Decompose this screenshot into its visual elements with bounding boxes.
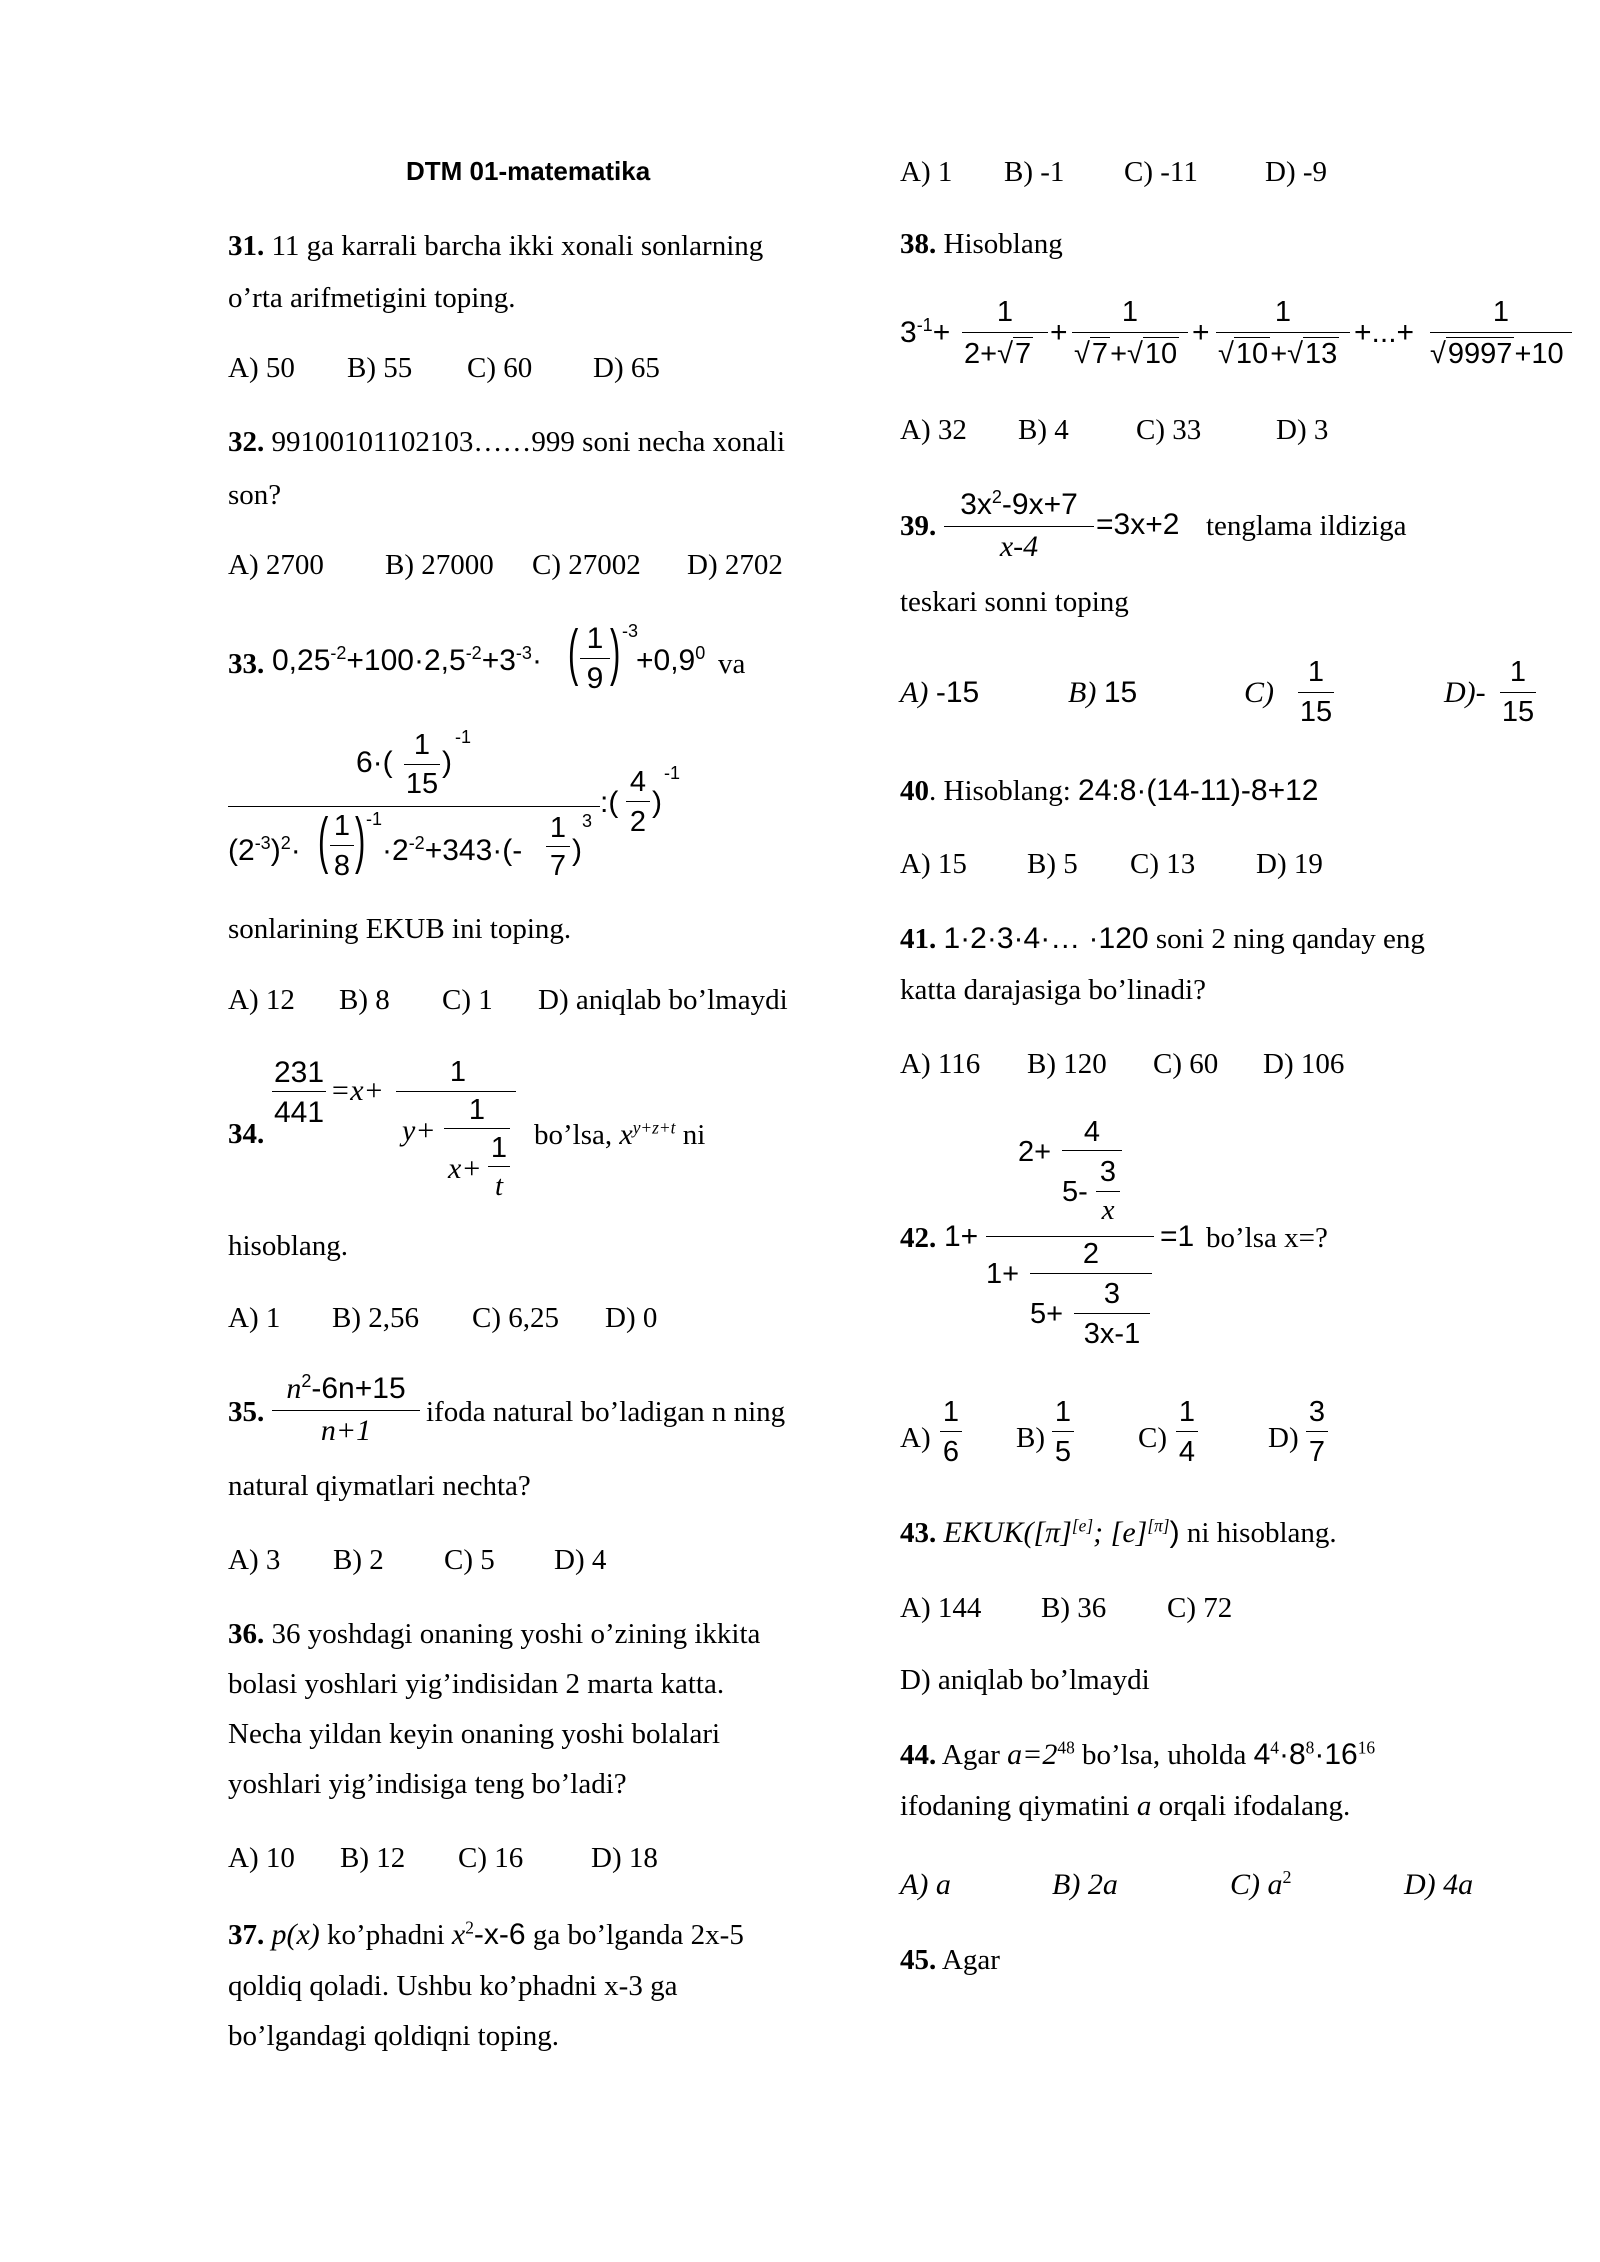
- fraction-denominator: 9: [586, 662, 604, 695]
- option-d[interactable]: D) 3: [1276, 414, 1329, 446]
- question-41-options: [900, 1050, 1344, 1079]
- question-number: 40: [900, 775, 929, 807]
- fraction-numerator: 4: [1083, 1116, 1101, 1148]
- question-37: 37. p(x) ko’phadni $x^2-x-6$ ga bo’lganda 2x-5: [228, 1917, 744, 1951]
- question-42-text: bo’lsa x=?: [1206, 1222, 1328, 1254]
- option-a[interactable]: A) -15: [900, 676, 980, 709]
- fraction-denominator: 15: [1501, 696, 1535, 728]
- question-31-options: [228, 354, 660, 383]
- option-c[interactable]: C) 72: [1167, 1592, 1233, 1624]
- fraction-numerator: 1: [942, 1396, 960, 1428]
- option-b[interactable]: B) 2: [333, 1544, 384, 1576]
- question-39-number: 39.: [900, 510, 937, 542]
- question-42-number: 42.: [900, 1222, 937, 1254]
- exponent: -1: [366, 809, 383, 829]
- fraction-numerator: 2: [1082, 1238, 1100, 1270]
- exponent: -1: [455, 727, 472, 747]
- question-36-line3: Necha yildan keyin onaning yoshi bolalari: [228, 1718, 721, 1750]
- fraction-denominator: x-4: [999, 530, 1039, 563]
- question-44: 44. Agar $a=2^{48}$ bo’lsa, uholda $4^4\cdot 8^8\cdot 16^{16}$: [900, 1737, 1376, 1771]
- five-minus: 5-: [1062, 1176, 1088, 1208]
- option-a[interactable]: A) 15: [900, 848, 967, 880]
- option-c[interactable]: C) 60: [1153, 1048, 1219, 1080]
- option-a[interactable]: A) 1: [900, 156, 953, 188]
- fraction-denominator: √9997+10: [1430, 338, 1564, 370]
- main-fraction-bar: [986, 1236, 1154, 1237]
- question-text: 99100101102103……999 soni necha xonali: [264, 426, 786, 458]
- option-d[interactable]: D): [1268, 1422, 1299, 1454]
- option-a[interactable]: A) 1: [228, 1302, 281, 1334]
- question-33-va: va: [718, 648, 746, 680]
- question-34-options: [228, 1304, 657, 1333]
- fraction-denominator: x: [1101, 1194, 1115, 1226]
- exponent: -1: [664, 763, 681, 783]
- option-a[interactable]: A): [900, 1422, 931, 1454]
- question-35-line2: natural qiymatlari nechta?: [228, 1470, 531, 1502]
- fraction-bar: [396, 1091, 516, 1092]
- paren-right: ): [355, 806, 366, 875]
- term-3: $3^{-1}+$: [900, 315, 951, 349]
- fraction-bar: [626, 801, 650, 802]
- fraction-denominator: t: [494, 1170, 504, 1202]
- big-denominator: $(2^{-3})^2\cdot$: [228, 833, 301, 867]
- big-numerator-close: ): [442, 746, 452, 779]
- option-c[interactable]: C) 5: [444, 1544, 495, 1576]
- option-a[interactable]: A) a: [900, 1868, 951, 1901]
- option-d[interactable]: D)-: [1444, 676, 1486, 709]
- fraction-bar: [944, 526, 1094, 527]
- fraction-denominator: 6: [942, 1436, 960, 1468]
- option-b[interactable]: B) 120: [1027, 1048, 1107, 1080]
- option-a[interactable]: A) 144: [900, 1592, 982, 1624]
- option-a[interactable]: A) 2700: [228, 549, 324, 581]
- question-36-line4: yoshlari yig’indisiga teng bo’ladi?: [228, 1768, 627, 1800]
- fraction-denominator: 2+√7: [964, 338, 1032, 370]
- question-35-options: [228, 1546, 606, 1575]
- big-denominator-b: $\cdot 2^{-2}+343\cdot(-$: [382, 833, 523, 867]
- fraction-bar: [1500, 692, 1536, 693]
- option-c[interactable]: C) 60: [467, 352, 533, 384]
- fraction-numerator: 3: [1103, 1278, 1121, 1310]
- fraction-numerator: 4: [629, 766, 647, 798]
- plus: +: [1050, 316, 1068, 349]
- fraction-bar: [962, 332, 1048, 333]
- question-34-line2: hisoblang.: [228, 1230, 349, 1262]
- option-c[interactable]: C) 6,25: [472, 1302, 559, 1334]
- question-number: 31.: [228, 230, 265, 262]
- question-41-line2: katta darajasiga bo’linadi?: [900, 974, 1206, 1006]
- question-text: 11 ga karrali barcha ikki xonali sonlarning: [264, 230, 764, 262]
- fraction-bar: [488, 1166, 510, 1167]
- fraction-numerator: 1: [1307, 656, 1325, 688]
- fraction-bar: [1216, 332, 1350, 333]
- fraction-numerator: $n^2-6n+15$: [286, 1371, 406, 1405]
- option-b[interactable]: B) 36: [1041, 1592, 1107, 1624]
- option-b[interactable]: B) 2a: [1052, 1868, 1118, 1901]
- fraction-numerator: 1: [1178, 1396, 1196, 1428]
- equation-rhs: =3x+2: [1096, 508, 1180, 541]
- fraction-numerator: 1: [996, 296, 1014, 328]
- option-a[interactable]: A) 10: [228, 1842, 295, 1874]
- question-36-line2: bolasi yoshlari yig’indisidan 2 marta katta.: [228, 1668, 725, 1700]
- option-d[interactable]: D) 19: [1256, 848, 1323, 880]
- question-41: 41. 1·2·3·4·… ·120 soni 2 ning qanday eng: [900, 922, 1425, 955]
- one-plus: 1+: [986, 1258, 1020, 1290]
- question-36: [228, 1620, 760, 1649]
- fraction-numerator: 1: [449, 1056, 467, 1088]
- y-plus: y+: [402, 1114, 436, 1147]
- fraction-bar: [546, 846, 570, 847]
- question-44-line2: ifodaning qiymatini a orqali ifodalang.: [900, 1790, 1351, 1822]
- division-sign: :(: [600, 786, 619, 819]
- fraction-numerator: 1: [333, 810, 351, 842]
- question-33-expression-e: $+0,9^0$: [636, 643, 706, 677]
- option-a[interactable]: A) 50: [228, 352, 295, 384]
- question-37-line3: bo’lgandagi qoldiqni toping.: [228, 2020, 560, 2052]
- fraction-bar: [330, 845, 354, 846]
- option-c[interactable]: C) 13: [1130, 848, 1196, 880]
- option-d[interactable]: D) 4: [554, 1544, 607, 1576]
- question-33-line-end: sonlarining EKUB ini toping.: [228, 913, 572, 945]
- option-a[interactable]: A) 12: [228, 984, 295, 1016]
- question-38: 38. Hisoblang: [900, 228, 1063, 260]
- option-c[interactable]: C): [1138, 1422, 1167, 1454]
- question-number: 36.: [228, 1618, 265, 1650]
- question-33-expression-a: $0,25^{-2}+100\cdot 2,5^{-2}+3^{-3}\cdot$: [272, 643, 542, 677]
- fraction-bar: [1096, 1191, 1120, 1192]
- fraction-numerator: $3x^2-9x+7$: [960, 487, 1078, 521]
- option-d[interactable]: D) -9: [1265, 156, 1328, 188]
- question-number: 38.: [900, 228, 937, 260]
- fraction-numerator: 1: [1492, 296, 1510, 328]
- fraction-numerator: 231: [273, 1056, 325, 1089]
- option-c[interactable]: C) $a^2$: [1230, 1867, 1292, 1901]
- option-a[interactable]: A) 116: [900, 1048, 981, 1080]
- option-d[interactable]: D) aniqlab bo’lmaydi: [538, 984, 788, 1016]
- fraction-numerator: 3: [1099, 1156, 1117, 1188]
- question-number: 45.: [900, 1944, 937, 1976]
- expression: 24:8·(14-11)-8+12: [1078, 774, 1319, 807]
- big-numerator-prefix: 6·(: [356, 746, 393, 779]
- plus: +: [1192, 316, 1210, 349]
- option-c[interactable]: C) 16: [458, 1842, 524, 1874]
- fraction-bar: [1052, 1431, 1074, 1432]
- ellipsis: +...+: [1354, 316, 1415, 349]
- fraction-numerator: 1: [1274, 296, 1292, 328]
- question-39-line2: teskari sonni toping: [900, 586, 1129, 618]
- paren-left: (: [568, 618, 579, 687]
- fraction-numerator: 1: [1509, 656, 1527, 688]
- option-c[interactable]: C) 27002: [532, 549, 641, 581]
- option-c[interactable]: C) 33: [1136, 414, 1202, 446]
- option-a[interactable]: A) 32: [900, 414, 967, 446]
- fraction-denominator: 441: [273, 1096, 325, 1129]
- question-43: 43. EKUK([π][e]; [e][π]) ni hisoblang.: [900, 1515, 1337, 1549]
- fraction-bar: [444, 1128, 510, 1129]
- question-number: 43.: [900, 1517, 937, 1549]
- five-plus: 5+: [1030, 1298, 1064, 1330]
- option-b[interactable]: B) 27000: [385, 549, 494, 581]
- option-b[interactable]: B): [1016, 1422, 1045, 1454]
- option-d[interactable]: D) 65: [593, 352, 660, 384]
- question-36-options: [228, 1844, 658, 1873]
- fraction-denominator: √10+√13: [1218, 338, 1338, 370]
- fraction-numerator: 1: [490, 1132, 508, 1164]
- fraction-numerator: 1: [549, 812, 567, 844]
- fraction-denominator: n+1: [320, 1414, 372, 1447]
- option-d[interactable]: D) 4a: [1404, 1868, 1474, 1901]
- fraction-denominator: 3x-1: [1083, 1318, 1141, 1350]
- question-45: 45. Agar: [900, 1944, 1000, 1976]
- big-numerator-frac-num: 1: [413, 729, 431, 761]
- question-33-number: 33.: [228, 648, 265, 680]
- fraction-bar: [1072, 332, 1188, 333]
- option-d[interactable]: D) aniqlab bo’lmaydi: [900, 1664, 1150, 1696]
- option-b[interactable]: B) 15: [1068, 676, 1138, 709]
- option-d[interactable]: D) 106: [1263, 1048, 1345, 1080]
- equation-rhs-start: =x+: [330, 1074, 384, 1107]
- question-38-options: [900, 416, 1328, 445]
- fraction-bar: [1062, 1150, 1122, 1151]
- question-37-options: [900, 158, 1327, 187]
- equation-rhs: =1: [1160, 1220, 1195, 1253]
- fraction-denominator: 15: [1299, 696, 1333, 728]
- fraction-bar: [272, 1410, 420, 1411]
- question-40: 40. Hisoblang: 24:8·(14-11)-8+12: [900, 774, 1319, 807]
- big-numerator-frac-den: 15: [405, 768, 439, 800]
- fraction-denominator: 7: [549, 850, 567, 882]
- paren-close: ): [652, 786, 662, 819]
- fraction-bar: [1030, 1273, 1152, 1274]
- option-b[interactable]: B) 12: [340, 1842, 406, 1874]
- page-title: DTM 01-matematika: [406, 156, 651, 186]
- option-d[interactable]: D) 18: [591, 1842, 658, 1874]
- option-b[interactable]: B) 8: [339, 984, 390, 1016]
- exponent: 3: [582, 811, 593, 831]
- question-33-options: [228, 986, 788, 1015]
- option-b[interactable]: B) 4: [1018, 414, 1069, 446]
- fraction-numerator: 1: [1121, 296, 1139, 328]
- fraction-denominator: 5: [1054, 1436, 1072, 1468]
- fraction-numerator: 1: [468, 1094, 486, 1126]
- question-number: 32.: [228, 426, 265, 458]
- question-37-line2: qoldiq qoladi. Ushbu ko’phadni x-3 ga: [228, 1970, 678, 2002]
- question-40-options: [900, 850, 1323, 879]
- fraction-bar: [1430, 332, 1572, 333]
- question-31: [228, 232, 763, 261]
- paren-left: (: [318, 806, 329, 875]
- question-43-options: [900, 1594, 1232, 1623]
- fraction-bar: [404, 764, 440, 765]
- fraction-bar: [580, 658, 610, 659]
- option-b[interactable]: B) -1: [1004, 156, 1065, 188]
- option-b[interactable]: B) 5: [1027, 848, 1078, 880]
- paren-right: ): [610, 618, 621, 687]
- fraction-bar: [1176, 1431, 1198, 1432]
- big-fraction-bar: [228, 806, 600, 807]
- question-31-line2: o’rta arifmetigini toping.: [228, 282, 516, 314]
- question-number: 41.: [900, 923, 937, 955]
- option-d[interactable]: D) 0: [605, 1302, 658, 1334]
- fraction-denominator: 4: [1178, 1436, 1196, 1468]
- question-39-text: tenglama ildiziga: [1206, 510, 1407, 542]
- question-35-line1: ifoda natural bo’ladigan n ning: [426, 1396, 786, 1428]
- fraction-bar: [272, 1091, 326, 1092]
- exponent: -3: [622, 621, 639, 641]
- fraction-bar: [1298, 692, 1334, 693]
- fraction-bar: [1074, 1313, 1150, 1314]
- fraction-denominator: 2: [629, 806, 647, 838]
- question-32-line2: son?: [228, 479, 282, 511]
- question-34-text: bo’lsa, $x^{y+z+t}$ ni: [534, 1117, 706, 1151]
- fraction-denominator: 7: [1308, 1436, 1326, 1468]
- option-d[interactable]: D) 2702: [687, 549, 783, 581]
- lead: 1+: [944, 1220, 979, 1253]
- expression: 1·2·3·4·… ·120: [943, 922, 1149, 955]
- question-35-number: 35.: [228, 1396, 265, 1428]
- option-a[interactable]: A) 3: [228, 1544, 281, 1576]
- fraction-bar: [1306, 1431, 1328, 1432]
- option-c[interactable]: C) 1: [442, 984, 493, 1016]
- x-plus: x+: [448, 1152, 482, 1185]
- fraction-numerator: 1: [1054, 1396, 1072, 1428]
- option-c[interactable]: C): [1244, 676, 1274, 709]
- question-number: 37.: [228, 1919, 265, 1951]
- question-32-options: [228, 551, 783, 580]
- question-34-number: 34.: [228, 1118, 265, 1150]
- option-b[interactable]: B) 2,56: [332, 1302, 419, 1334]
- fraction-denominator: 8: [333, 850, 351, 882]
- question-text: 36 yoshdagi onaning yoshi o’zining ikkita: [264, 1618, 761, 1650]
- two-plus: 2+: [1018, 1136, 1052, 1168]
- option-c[interactable]: C) -11: [1124, 156, 1198, 188]
- option-b[interactable]: B) 55: [347, 352, 413, 384]
- fraction-bar: [940, 1431, 962, 1432]
- fraction-denominator: √7+√10: [1074, 338, 1178, 370]
- paren-close: ): [572, 834, 582, 867]
- question-number: 44.: [900, 1739, 937, 1771]
- question-32: [228, 428, 785, 457]
- fraction-numerator: 3: [1308, 1396, 1326, 1428]
- polynomial-p: p(x): [271, 1918, 320, 1951]
- fraction-numerator: 1: [586, 622, 604, 655]
